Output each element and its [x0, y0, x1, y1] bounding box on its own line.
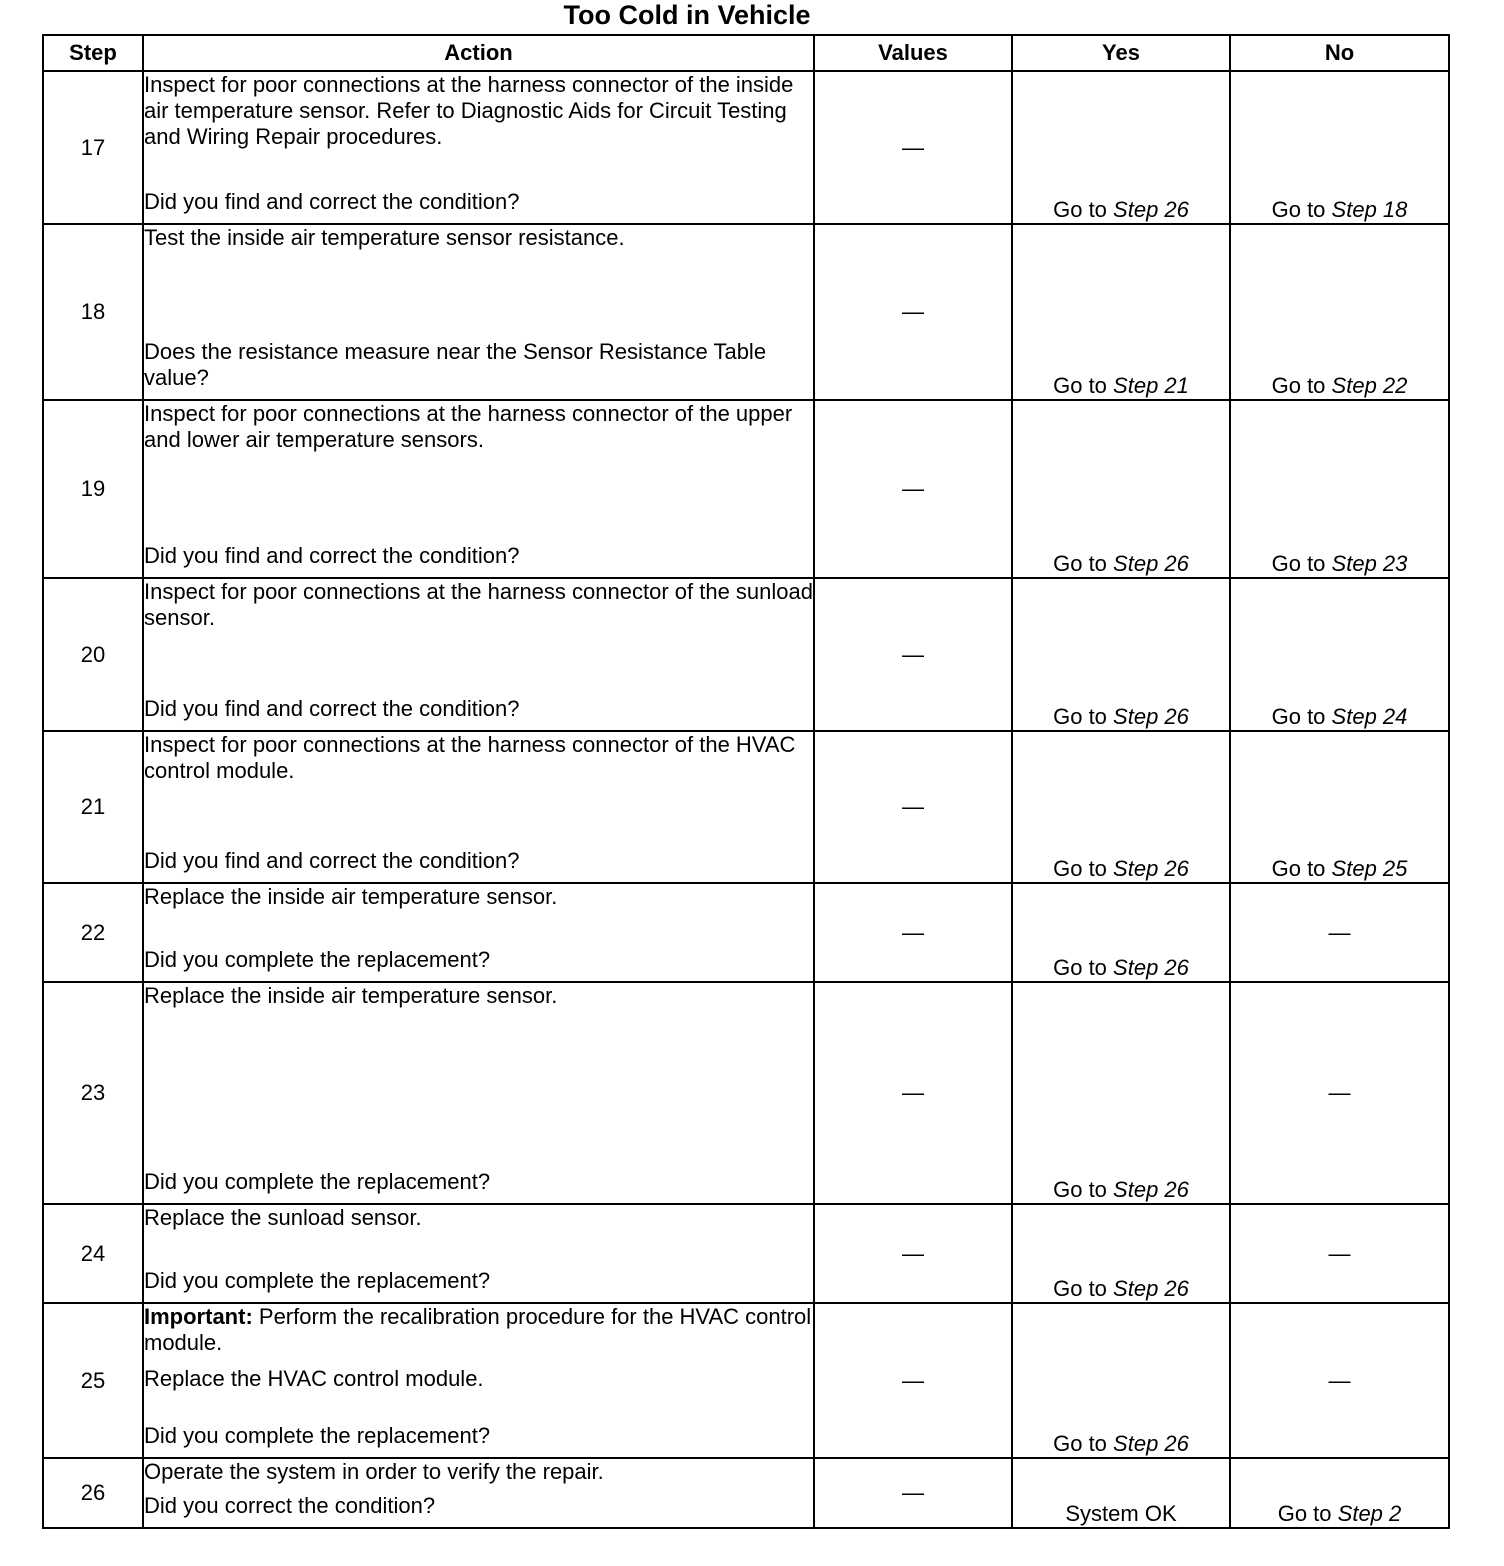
step-number: 25	[43, 1303, 143, 1458]
important-text: Perform the recalibration procedure for the HVAC control module.	[144, 1304, 812, 1355]
table-row	[43, 578, 1449, 731]
action-text: Replace the inside air temperature sensor.	[144, 884, 558, 909]
values-cell: —	[814, 1204, 1012, 1303]
yes-step-ref: Step 26	[1113, 1276, 1189, 1301]
action-text: Replace the sunload sensor.	[144, 1205, 422, 1230]
step-number: 18	[43, 224, 143, 400]
action-text	[144, 1304, 813, 1356]
action-question: Did you complete the replacement?	[144, 947, 491, 972]
step-number: 26	[43, 1458, 143, 1528]
action-question: Does the resistance measure near the Sensor Resistance Table value?	[144, 339, 767, 390]
step-number: 23	[43, 982, 143, 1204]
page-title: Too Cold in Vehicle	[563, 0, 811, 30]
yes-step-ref: Step 26	[1113, 551, 1189, 576]
yes-cell	[1012, 224, 1230, 400]
no-cell: —	[1230, 982, 1449, 1204]
action-text: Inspect for poor connections at the harness connector of the HVAC control module.	[144, 732, 796, 783]
table-row	[43, 71, 1449, 224]
go-to-label: Go to	[1271, 856, 1326, 881]
header-values: Values	[814, 35, 1012, 71]
go-to-label: Go to	[1271, 551, 1326, 576]
step-number: 19	[43, 400, 143, 578]
no-cell	[1230, 224, 1449, 400]
yes-step-ref: Step 26	[1113, 955, 1189, 980]
no-step-ref: Step 22	[1331, 373, 1408, 398]
no-cell	[1230, 400, 1449, 578]
values-cell: —	[814, 224, 1012, 400]
yes-cell	[1012, 1204, 1230, 1303]
no-step-ref: Step 25	[1331, 856, 1408, 881]
go-to-label: Go to	[1053, 704, 1107, 729]
step-number: 21	[43, 731, 143, 883]
table-row	[43, 731, 1449, 883]
yes-cell	[1012, 71, 1230, 224]
action-cell	[143, 731, 814, 883]
yes-step-ref: Step 21	[1113, 373, 1189, 398]
action-question: Did you find and correct the condition?	[144, 189, 520, 214]
header-yes: Yes	[1012, 35, 1230, 71]
go-to-label: Go to	[1053, 1177, 1107, 1202]
table-row	[43, 1204, 1449, 1303]
no-step-ref: Step 24	[1331, 704, 1408, 729]
table-row	[43, 982, 1449, 1204]
action-question: Did you complete the replacement?	[144, 1423, 491, 1448]
go-to-label: Go to	[1271, 197, 1326, 222]
table-row	[43, 400, 1449, 578]
action-instruction: Replace the HVAC control module.	[144, 1366, 484, 1391]
no-cell: —	[1230, 1204, 1449, 1303]
action-cell	[143, 578, 814, 731]
go-to-label: Go to	[1271, 704, 1326, 729]
yes-cell	[1012, 1303, 1230, 1458]
no-cell	[1230, 731, 1449, 883]
go-to-label: Go to	[1053, 1431, 1107, 1456]
step-number: 20	[43, 578, 143, 731]
step-number: 22	[43, 883, 143, 982]
yes-cell	[1012, 982, 1230, 1204]
action-cell	[143, 982, 814, 1204]
no-step-ref: Step 18	[1331, 197, 1408, 222]
yes-cell	[1012, 578, 1230, 731]
values-cell: —	[814, 71, 1012, 224]
values-cell: —	[814, 731, 1012, 883]
no-step-ref: Step 2	[1337, 1501, 1402, 1526]
values-cell: —	[814, 1458, 1012, 1528]
action-text: Test the inside air temperature sensor resistance.	[144, 225, 625, 250]
go-to-label: Go to	[1053, 955, 1107, 980]
step-number: 24	[43, 1204, 143, 1303]
yes-cell	[1012, 883, 1230, 982]
action-cell	[143, 400, 814, 578]
yes-step-ref: Step 26	[1113, 1431, 1189, 1456]
go-to-label: Go to	[1053, 197, 1107, 222]
table-row	[43, 224, 1449, 400]
table-row	[43, 883, 1449, 982]
step-number: 17	[43, 71, 143, 224]
values-cell: —	[814, 982, 1012, 1204]
no-cell: —	[1230, 1303, 1449, 1458]
action-question: Did you complete the replacement?	[144, 1268, 491, 1293]
no-step-ref: Step 23	[1331, 551, 1408, 576]
action-question: Did you complete the replacement?	[144, 1169, 491, 1194]
values-cell: —	[814, 400, 1012, 578]
no-cell	[1230, 578, 1449, 731]
action-text: Inspect for poor connections at the harness connector of the sunload sensor.	[144, 579, 813, 630]
action-text: Inspect for poor connections at the harness connector of the upper and lower air temperature sensors.	[144, 401, 793, 452]
action-text: Replace the inside air temperature sensor.	[144, 983, 558, 1008]
no-cell: —	[1230, 883, 1449, 982]
go-to-label: Go to	[1053, 856, 1107, 881]
action-cell	[143, 1303, 814, 1458]
header-no: No	[1230, 35, 1449, 71]
yes-cell: System OK	[1012, 1458, 1230, 1528]
action-cell	[143, 71, 814, 224]
go-to-label: Go to	[1053, 1276, 1107, 1301]
go-to-label: Go to	[1271, 373, 1326, 398]
action-text: Operate the system in order to verify the repair.	[144, 1459, 604, 1484]
action-cell	[143, 224, 814, 400]
header-action: Action	[143, 35, 814, 71]
go-to-label: Go to	[1277, 1501, 1332, 1526]
action-cell	[143, 883, 814, 982]
no-cell	[1230, 1458, 1449, 1528]
values-cell: —	[814, 1303, 1012, 1458]
header-row	[43, 35, 1449, 71]
yes-cell	[1012, 731, 1230, 883]
values-cell: —	[814, 578, 1012, 731]
no-cell	[1230, 71, 1449, 224]
action-question: Did you find and correct the condition?	[144, 543, 520, 568]
yes-step-ref: Step 26	[1113, 1177, 1189, 1202]
yes-step-ref: Step 26	[1113, 197, 1189, 222]
yes-cell	[1012, 400, 1230, 578]
action-cell	[143, 1204, 814, 1303]
action-question: Did you find and correct the condition?	[144, 696, 520, 721]
header-step: Step	[43, 35, 143, 71]
table-row	[43, 1458, 1449, 1528]
action-cell	[143, 1458, 814, 1528]
values-cell: —	[814, 883, 1012, 982]
go-to-label: Go to	[1053, 373, 1107, 398]
action-text: Inspect for poor connections at the harness connector of the inside air temperature sensor. Refer to Diagnostic Aids for Circuit Testing and Wiring Repair procedures.	[144, 72, 794, 149]
go-to-label: Go to	[1053, 551, 1107, 576]
action-question: Did you correct the condition?	[144, 1493, 436, 1518]
important-label: Important:	[144, 1304, 253, 1329]
action-question: Did you find and correct the condition?	[144, 848, 520, 873]
yes-step-ref: Step 26	[1113, 704, 1189, 729]
table-row	[43, 1303, 1449, 1458]
diagnostic-table	[42, 34, 1450, 1529]
yes-step-ref: Step 26	[1113, 856, 1189, 881]
